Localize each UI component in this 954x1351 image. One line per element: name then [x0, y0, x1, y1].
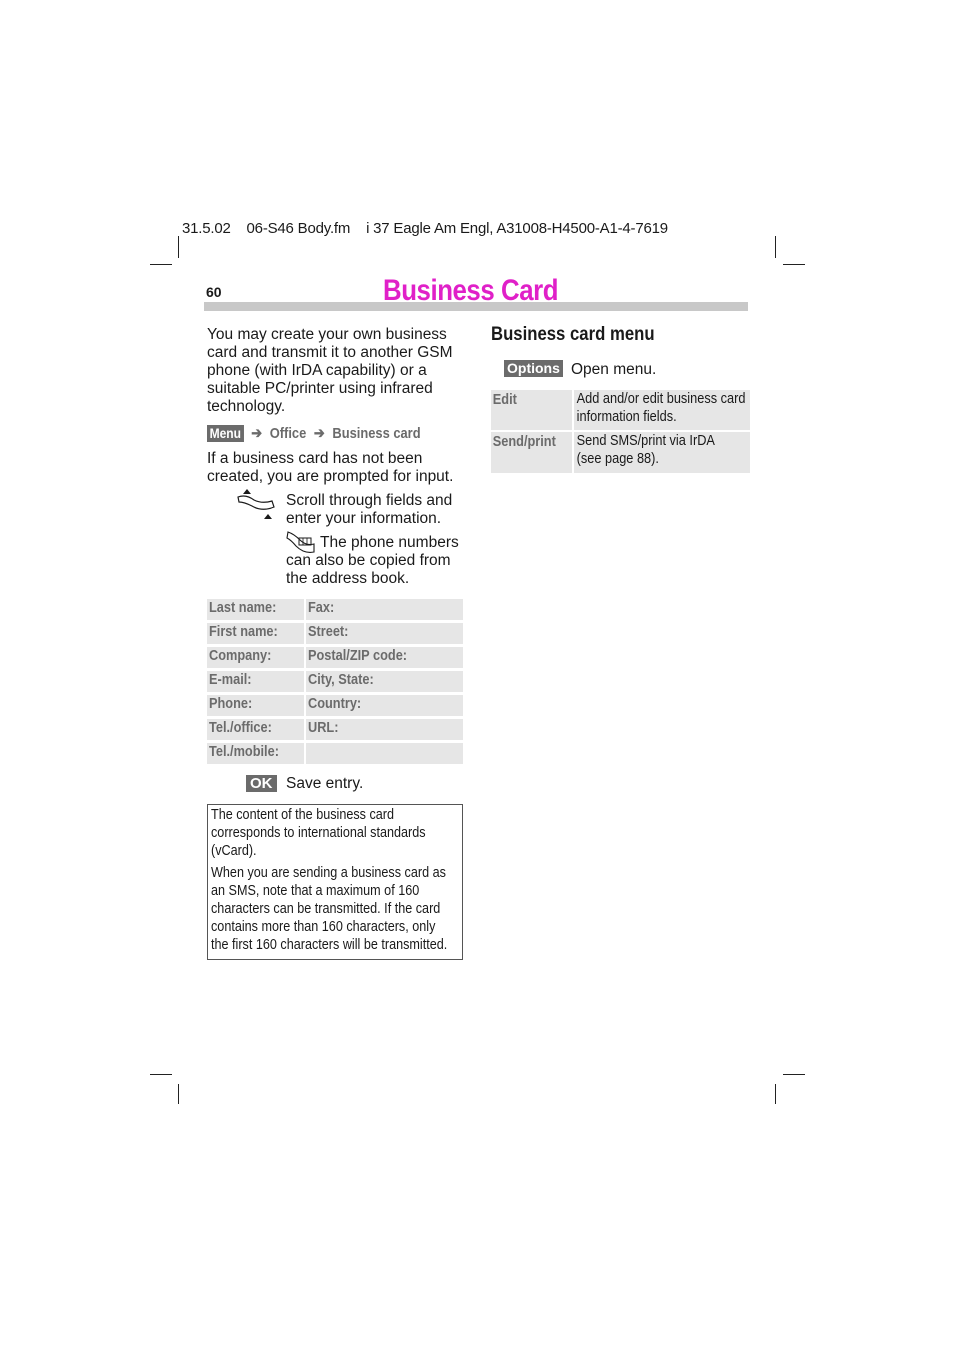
header-font: Eagle: [393, 220, 431, 237]
menu-item-desc: Add and/or edit business card information fields.: [574, 390, 750, 430]
field-cell: Tel./mobile:: [207, 743, 304, 764]
field-cell: Street:: [306, 623, 463, 644]
note-line: The content of the business card: [211, 807, 395, 823]
header-device: i 37: [366, 220, 390, 237]
note-line: the first 160 characters will be transmitted.: [211, 937, 448, 953]
phonebook-note: [286, 534, 459, 588]
intro-line: phone (with IrDA capability) or a: [207, 362, 427, 379]
crop-mark: [178, 236, 179, 258]
page-title: Business Card: [383, 274, 559, 307]
note-line: When you are sending a business card as: [211, 865, 446, 881]
field-cell: Country:: [306, 695, 463, 716]
prompt-paragraph: [207, 450, 453, 486]
crop-mark: [783, 264, 805, 265]
intro-line: technology.: [207, 398, 286, 415]
navigation-key-icon: [236, 488, 276, 524]
prompt-line: created, you are prompted for input.: [207, 468, 454, 485]
scroll-line: Scroll through fields and: [286, 492, 453, 509]
intro-line: card and transmit it to another GSM: [207, 344, 453, 361]
header-file: 06-S46 Body.fm: [246, 220, 351, 237]
crop-mark: [775, 236, 776, 258]
menu-key[interactable]: Menu: [207, 425, 244, 442]
intro-paragraph: [207, 326, 453, 416]
section-heading: Business card menu: [491, 324, 655, 345]
options-row: [504, 360, 563, 378]
header-code: , A31008-H4500-A1-4-7619: [489, 220, 668, 237]
note-line: an SMS, note that a maximum of 160: [211, 883, 420, 899]
crop-mark: [178, 1084, 179, 1104]
note-paragraph: [211, 806, 426, 860]
note-box: [207, 804, 463, 960]
save-entry-row: [246, 775, 277, 793]
phonebook-line: the address book.: [286, 570, 410, 587]
field-cell: City, State:: [306, 671, 463, 692]
field-cell: Tel./office:: [207, 719, 304, 740]
options-text: Open menu.: [571, 361, 657, 378]
note-line: characters can be transmitted. If the card: [211, 901, 441, 917]
header-date: 31.5.02: [182, 220, 231, 237]
crop-mark: [783, 1074, 805, 1075]
menu-path: [207, 424, 421, 443]
note-line: (vCard).: [211, 843, 257, 859]
menu-path-business-card: Business card: [332, 425, 421, 442]
field-cell: E-mail:: [207, 671, 304, 692]
field-cell: Phone:: [207, 695, 304, 716]
field-cell: URL:: [306, 719, 463, 740]
note-paragraph: [211, 864, 447, 954]
crop-mark: [150, 264, 172, 265]
intro-line: suitable PC/printer using infrared: [207, 380, 433, 397]
page-number: 60: [206, 284, 222, 300]
crop-mark: [775, 1084, 776, 1104]
phonebook-line: The phone numbers: [320, 534, 459, 551]
arrow-icon: ➔: [251, 425, 263, 442]
field-cell: Postal/ZIP code:: [306, 647, 463, 668]
menu-item-edit: Edit: [491, 390, 572, 430]
print-header: [182, 220, 668, 237]
field-cell: Fax:: [306, 599, 463, 620]
phonebook-line: can also be copied from: [286, 552, 451, 569]
note-line: contains more than 160 characters, only: [211, 919, 436, 935]
header-lang: Am Engl: [433, 220, 490, 237]
menu-item-send-print: Send/print: [491, 432, 572, 473]
arrow-icon: ➔: [313, 425, 325, 442]
field-cell: First name:: [207, 623, 304, 644]
note-line: corresponds to international standards: [211, 825, 426, 841]
scroll-instruction: [286, 492, 452, 528]
scroll-line: enter your information.: [286, 510, 442, 527]
crop-mark: [150, 1074, 172, 1075]
field-cell: [306, 743, 463, 764]
intro-line: You may create your own business: [207, 326, 447, 343]
save-entry-text: Save entry.: [286, 775, 364, 792]
field-cell: Company:: [207, 647, 304, 668]
menu-item-desc: Send SMS/print via IrDA (see page 88).: [574, 432, 750, 473]
prompt-line: If a business card has not been: [207, 450, 423, 467]
options-key[interactable]: Options: [504, 360, 563, 377]
menu-path-office: Office: [269, 425, 307, 442]
field-cell: Last name:: [207, 599, 304, 620]
ok-key[interactable]: OK: [246, 775, 277, 792]
